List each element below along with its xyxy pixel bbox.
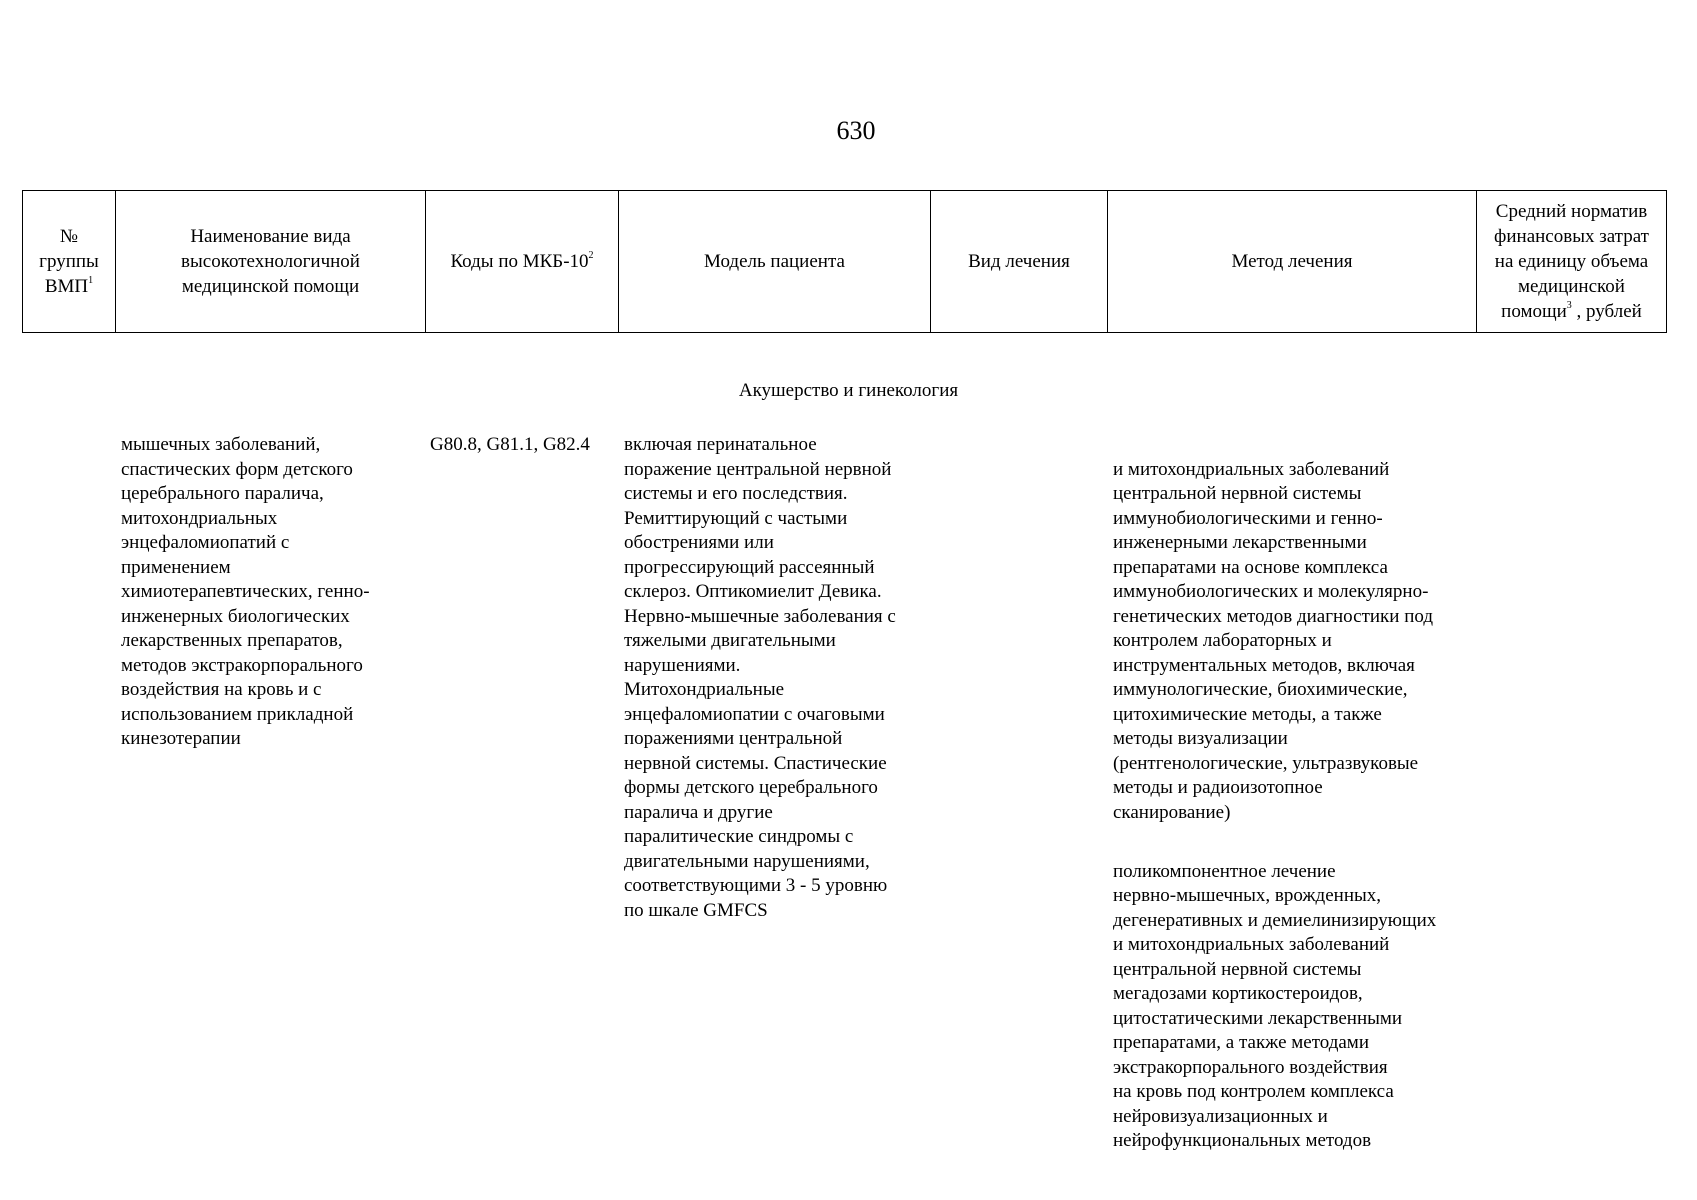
header-group-number [23,191,116,333]
header-name: Наименование вида высокотехнологичной медицинской помощи [116,191,426,333]
footnote-3: 3 [1566,300,1572,311]
header-patient-model: Модель пациента [619,191,931,333]
footnote-1: 1 [88,275,94,286]
treatment-method-cell [1113,433,1493,1178]
header-cost-text: Средний норматив финансовых затрат на единицу объема медицинской помощи [1494,201,1649,322]
page-number: 630 [836,116,876,145]
table-header [22,190,1667,333]
section-title: Акушерство и гинекология [738,380,959,401]
patient-model-cell: включая перинатальное поражение центральной нервной системы и его последствия. Ремиттирующий с частыми обострениями или прогрессирующий рассеянный склероз. Оптикомиелит Девика. Нервно-мышечные заболевания с тяжелыми двигательными нарушениями. Митохондриальные энцефаломиопатии с очаговыми поражениями центральной нервной системы. Спастические формы детского церебрального паралича и другие паралитические синдромы с двигательными нарушениями, соответствующими 3 - 5 уровню по шкале GMFCS [624,434,896,921]
icd-codes-cell: G80.8, G81.1, G82.4 [430,434,590,455]
header-cost-suffix: , рублей [1571,301,1642,322]
treatment-method-2: поликомпонентное лечение нервно-мышечных, врожденных, дегенеративных и демиелинизирующих и митохондриальных заболеваний центральной нервной системы мегадозами кортикостероидов, цитостатическими лекарственными препаратами, а также методами экстракорпорального воздействия на кровь под контролем комплекса нейровизуализационных и нейрофункциональных методов [1113,860,1437,1151]
footnote-2: 2 [588,250,594,261]
header-group-number-text: № группы ВМП [39,226,99,297]
header-codes [426,191,619,333]
header-treatment-type: Вид лечения [931,191,1108,333]
header-codes-text: Коды по МКБ-10 [450,251,589,272]
treatment-method-1: и митохондриальных заболеваний центральной нервной системы иммунобиологическими и генно- инженерными лекарственными препаратами на основе комплекса иммунобиологических и молекулярно- генетических методов диагностики под контролем лабораторных и инструментальных методов, включая иммунологические, биохимические, цитохимические методы, а также методы визуализации (рентгенологические, ультразвуковые методы и радиоизотопное сканирование) [1113,458,1433,823]
header-treatment-method: Метод лечения [1108,191,1477,333]
header-cost [1477,191,1667,333]
care-name-cell: мышечных заболеваний, спастических форм детского церебрального паралича, митохондриальных энцефаломиопатий с применением химиотерапевтических, генно- инженерных биологических лекарственных препаратов, методов экстракорпорального воздействия на кровь и с использованием прикладной кинезотерапии [121,434,370,749]
